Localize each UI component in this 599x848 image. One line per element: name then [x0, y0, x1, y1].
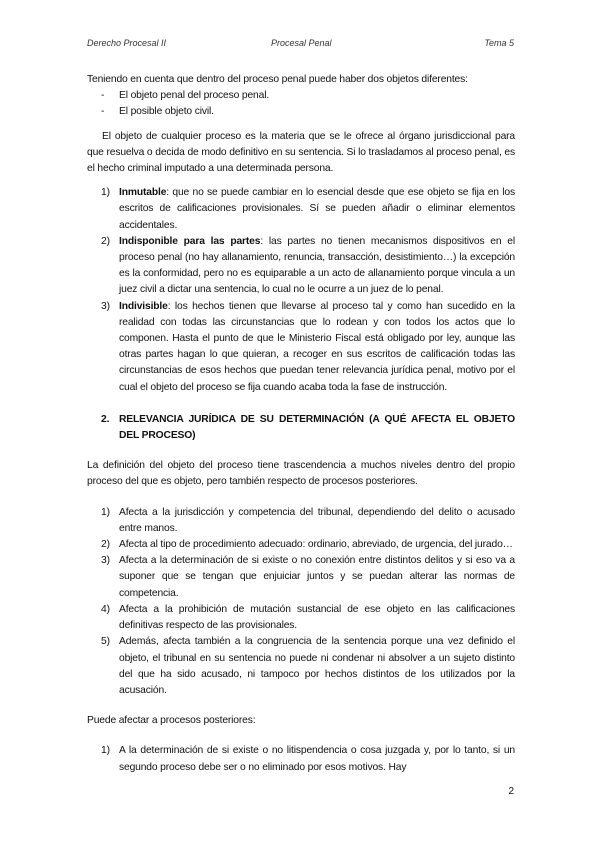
list-item-text: Afecta a la determinación de si existe o no conexión entre distintos delitos y si eso va a suponer que se tengan que enjuiciar juntos y se puedan alterar las normas de competencia.	[119, 555, 515, 599]
dash-bullet: -	[101, 106, 105, 118]
characteristic-term: Indisponible para las partes	[119, 235, 261, 247]
characteristic-text: : los hechos tienen que llevarse al proceso tal y como han sucedido en la realidad con todas las circunstancias que lo rodean y con todos los actos que lo componen. Hasta el punto de que le Ministerio Fiscal está obligado por ley, aunque las otras partes hagan lo que quieran, a recoger en sus escritos de calificación todas las circunstancias de esos hechos que puedan tener relevancia jurídica penal, motivo por el cual el objeto del proceso se fija cuando acaba toda la fase de instrucción.	[119, 300, 515, 393]
characteristic-text: : que no se puede cambiar en lo esencial desde que ese objeto se fija en los escritos de calificaciones provisionales. Sí se pueden añadir o eliminar elementos accidentales.	[119, 187, 515, 231]
list-number: 3)	[101, 300, 110, 312]
objeto-paragraph: El objeto de cualquier proceso es la materia que se le ofrece al órgano jurisdiccional para que resuelva o decida de modo definitivo en su sentencia. Si lo trasladamos al proceso penal, es el hecho criminal imputado a una determinada persona.	[87, 130, 515, 175]
list-number: 2)	[101, 539, 110, 551]
section-title: RELEVANCIA JURÍDICA DE SU DETERMINACIÓN (A QUÉ AFECTA EL OBJETO DEL PROCESO)	[119, 413, 515, 442]
list-number: 3)	[101, 555, 110, 567]
list-number: 5)	[101, 636, 110, 648]
header-subject: Derecho Procesal II	[87, 38, 167, 48]
definicion-paragraph: La definición del objeto del proceso tiene trascendencia a muchos niveles dentro del propio proceso del que es objeto, pero también respecto de procesos posteriores.	[87, 460, 515, 488]
characteristic-text: : las partes no tienen mecanismos dispositivos en el proceso penal (no hay allanamiento, renuncia, transacción, desistimiento…) la excepción es la conformidad, pero no es equiparable a un acto de allanamiento porque vincula a un juez civil a dictar una sentencia, lo cual no le ocurre a un juez de lo penal.	[119, 235, 515, 296]
list-item	[87, 743, 515, 775]
list-number: 1)	[101, 745, 110, 757]
intro-paragraph: Teniendo en cuenta que dentro del proceso penal puede haber dos objetos diferentes:	[87, 74, 468, 85]
document-body	[87, 72, 515, 776]
list-number: 1)	[101, 187, 110, 199]
characteristic-term: Inmutable	[119, 187, 167, 199]
list-item	[87, 537, 515, 553]
list-item	[87, 234, 515, 299]
list-item	[87, 299, 515, 396]
list-item	[87, 505, 515, 537]
list-item-text: Afecta a la prohibición de mutación sustancial de ese objeto en las calificaciones definitivas respecto de las provisionales.	[119, 603, 515, 632]
dash-bullet: -	[101, 90, 105, 102]
effects-list	[87, 505, 515, 699]
page-number: 2	[508, 786, 514, 797]
objects-list	[87, 88, 515, 120]
list-number: 2)	[101, 235, 110, 247]
list-item	[87, 553, 515, 602]
header-chapter: Tema 5	[484, 38, 514, 48]
list-item-text: El objeto penal del proceso penal.	[119, 90, 270, 102]
list-item	[87, 185, 515, 234]
characteristics-list	[87, 185, 515, 396]
list-item-text: Afecta a la jurisdicción y competencia del tribunal, dependiendo del delito o acusado entre manos.	[119, 506, 515, 534]
page-header	[87, 38, 514, 52]
list-number: 4)	[101, 603, 110, 615]
section-number: 2.	[101, 413, 110, 425]
list-item	[87, 634, 515, 699]
posteriores-intro: Puede afectar a procesos posteriores:	[87, 715, 256, 727]
list-item	[87, 104, 515, 120]
list-item	[87, 88, 515, 104]
list-item-text: A la determinación de si existe o no litispendencia o cosa juzgada y, por lo tanto, si un segundo proceso debe ser o no eliminado por esos motivos. Hay	[119, 745, 515, 773]
characteristic-term: Indivisible	[119, 300, 168, 312]
list-item-text: Afecta al tipo de procedimiento adecuado: ordinario, abreviado, de urgencia, del jurado…	[119, 539, 513, 551]
header-topic: Procesal Penal	[271, 38, 332, 48]
list-number: 1)	[101, 506, 110, 518]
list-item	[87, 602, 515, 634]
list-item-text: Además, afecta también a la congruencia de la sentencia porque una vez definido el objeto, el tribunal en su sentencia no puede ni condenar ni absolver a un sujeto distinto del que ha sido acusado, ni tampoco por hechos distintos de los utilizados por la acusación.	[119, 636, 515, 696]
list-item-text: El posible objeto civil.	[119, 106, 214, 118]
section-heading	[87, 412, 515, 444]
posteriores-list	[87, 743, 515, 775]
